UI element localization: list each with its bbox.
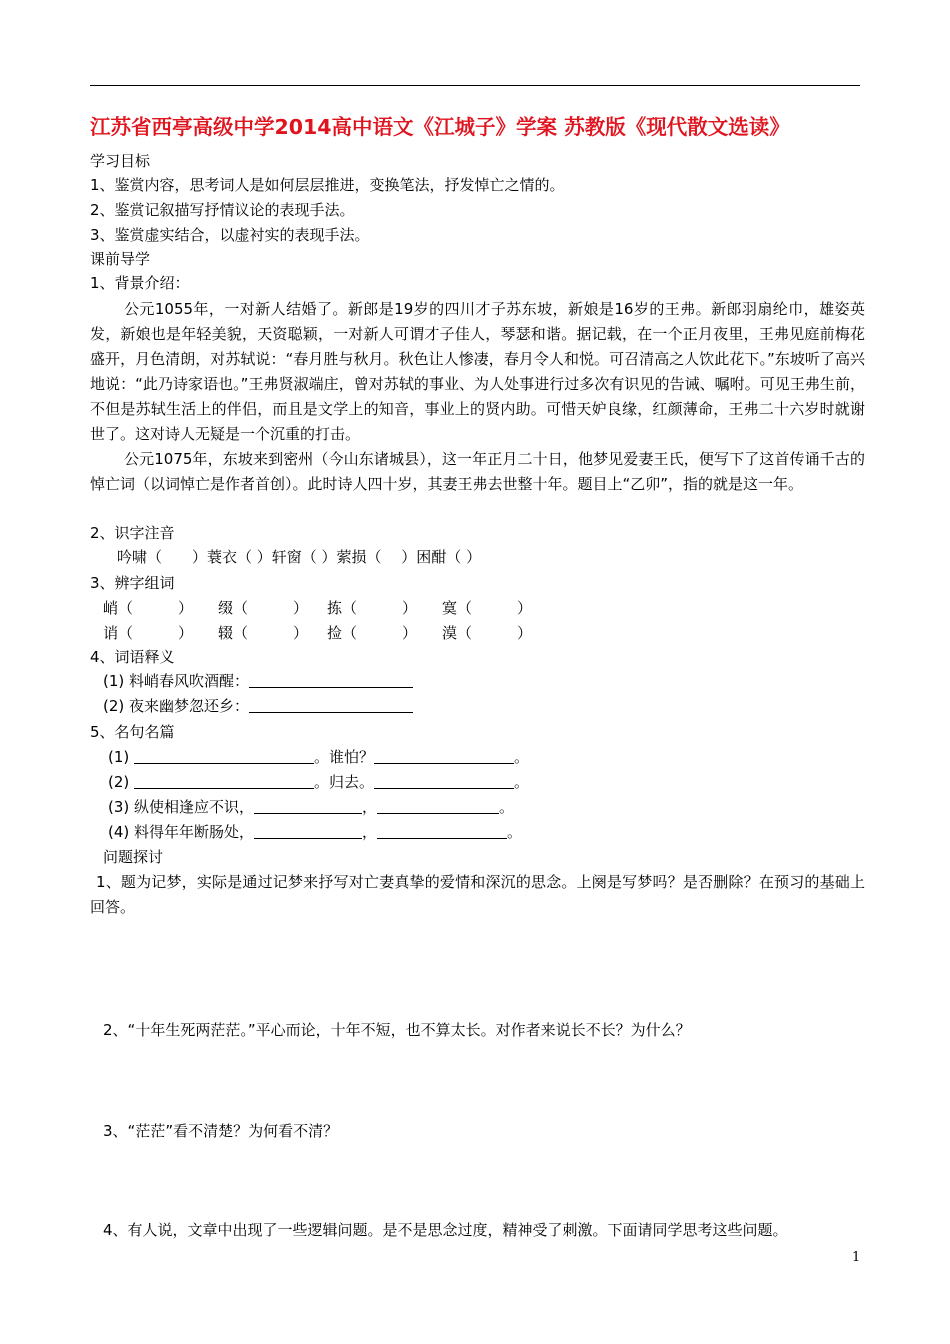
answer-blank[interactable] [254,822,362,839]
top-rule [90,85,860,86]
document-title: 江苏省西亭高级中学2014高中语文《江城子》学案 苏教版《现代散文选读》 [90,115,790,139]
ciyu-item [103,696,413,716]
preview-heading: 课前导学 [90,250,151,268]
answer-blank[interactable] [249,696,413,713]
question-2: 2、“十年生死两茫茫。”平心而论，十年不短，也不算太长。对作者来说长不长？为什么？ [103,1021,691,1039]
line-text: (4) 料得年年断肠处， [108,823,255,841]
answer-blank[interactable] [134,772,314,789]
line-text: 。归去。 [314,773,375,791]
ciyu-item [103,671,413,691]
answer-blank[interactable] [374,772,514,789]
mingju-line-4 [108,822,522,842]
mingju-heading: 5、名句名篇 [90,723,175,741]
line-number: (2) [108,773,130,791]
mingju-line-3 [108,797,514,817]
answer-blank[interactable] [254,797,362,814]
answer-blank[interactable] [134,747,314,764]
objective-item: 1、鉴赏内容，思考词人是如何层层推进，变换笔法，抒发悼亡之情的。 [90,176,565,194]
question-3: 3、“茫茫”看不清楚？为何看不清？ [103,1122,339,1140]
zuci-cell: 峭（ ） [103,599,194,617]
objectives-heading: 学习目标 [90,152,151,170]
page-number: 1 [852,1250,861,1265]
objective-item: 2、鉴赏记叙描写抒情议论的表现手法。 [90,201,355,219]
mingju-line-1 [108,747,529,767]
comma: ， [362,823,378,841]
zuci-cell: 诮（ ） [103,624,194,642]
zuci-cell: 辍（ ） [218,624,309,642]
objective-item: 3、鉴赏虚实结合，以虚衬实的表现手法。 [90,226,370,244]
comma: ， [362,798,378,816]
zuci-cell: 捡（ ） [327,624,418,642]
answer-blank[interactable] [377,822,507,839]
answer-blank[interactable] [249,671,413,688]
question-1: 1、题为记梦，实际是通过记梦来抒写对亡妻真挚的爱情和深沉的思念。上阕是写梦吗？是否删除？在预习的基础上回答。 [90,873,865,916]
zuci-cell: 漠（ ） [442,624,533,642]
mingju-line-2 [108,772,529,792]
zuci-cell: 拣（ ） [327,599,418,617]
answer-blank[interactable] [377,797,499,814]
zuci-heading: 3、辨字组词 [90,574,175,592]
answer-blank[interactable] [374,747,514,764]
line-number: (1) [108,748,130,766]
background-paragraph-1: 公元1055年，一对新人结婚了。新郎是19岁的四川才子苏东坡，新娘是16岁的王弗。新郎羽扇纶巾，雄姿英发，新娘也是年轻美貌，天资聪颖，一对新人可谓才子佳人，琴瑟和谐。据记载，在一个正月夜里，王弗见庭前梅花盛开，月色清朗，对苏轼说：“春月胜与秋月。秋色让人惨凄，春月令人和悦。可召清高之人饮此花下。”东坡听了高兴地说：“此乃诗家语也。”王弗贤淑端庄，曾对苏轼的事业、为人处事进行过多次有识见的告诫、嘱咐。可见王弗生前，不但是苏轼生活上的伴侣，而且是文学上的知音，事业上的贤内助。可惜天妒良缘，红颜薄命，王弗二十六岁时就谢世了。这对诗人无疑是一个沉重的打击。 [90,300,865,443]
line-text: (3) 纵使相逢应不识， [108,798,255,816]
line-text: 。谁怕？ [314,748,375,766]
background-heading: 1、背景介绍： [90,274,190,292]
question-4: 4、有人说，文章中出现了一些逻辑问题。是不是思念过度，精神受了刺激。下面请同学思考这些问题。 [103,1221,788,1239]
pinyin-line: 吟啸（ ）蓑衣（ ）轩窗（ ）萦损（ ）困酣（ ） [117,548,482,566]
ciyu-item-text: (1) 料峭春风吹酒醒： [103,672,250,690]
questions-heading: 问题探讨 [103,848,164,866]
ciyu-item-text: (2) 夜来幽梦忽还乡： [103,697,250,715]
line-end: 。 [514,748,530,766]
background-paragraph-2: 公元1075年，东坡来到密州（今山东诸城县），这一年正月二十日，他梦见爱妻王氏，便写下了这首传诵千古的悼亡词（以词悼亡是作者首创）。此时诗人四十岁，其妻王弗去世整十年。题目上“乙卯”，指的就是这一年。 [90,450,865,493]
zuci-cell: 缀（ ） [218,599,309,617]
line-end: 。 [514,773,530,791]
ciyu-heading: 4、词语释义 [90,648,175,666]
zuci-cell: 寞（ ） [442,599,533,617]
line-end: 。 [499,798,515,816]
pinyin-heading: 2、识字注音 [90,524,175,542]
line-end: 。 [507,823,523,841]
